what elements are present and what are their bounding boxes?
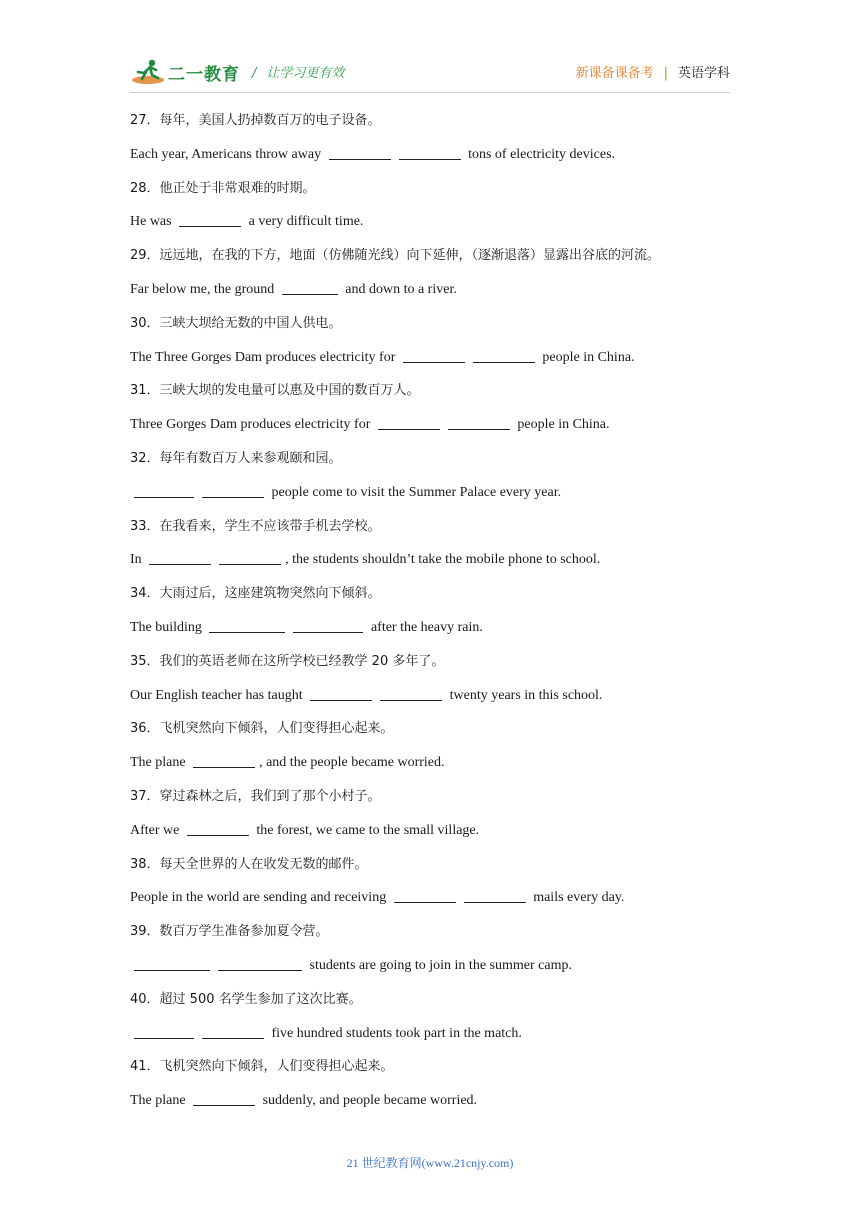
runner-logo-icon: [130, 58, 166, 86]
question-chinese: [130, 178, 750, 212]
question-chinese: [130, 1056, 750, 1090]
sentence-fragment: the forest, we came to the small village.: [252, 822, 480, 838]
answer-blank[interactable]: [293, 618, 363, 633]
sentence-fragment: after the heavy rain.: [367, 619, 483, 635]
question-english: [130, 617, 750, 651]
question-english: [130, 1090, 750, 1124]
sentence-fragment: tons of electricity devices.: [464, 146, 616, 162]
answer-blank[interactable]: [282, 280, 338, 295]
question-chinese: [130, 921, 750, 955]
answer-blank[interactable]: [403, 348, 465, 363]
question-chinese: [130, 718, 750, 752]
sentence-fragment: and down to a river.: [341, 281, 457, 297]
sentence-fragment: In: [130, 552, 146, 568]
question-chinese: [130, 854, 750, 888]
question-chinese-text: 27．每年，美国人扔掉数百万的电子设备。: [130, 113, 381, 128]
question-chinese-text: 28．他正处于非常艰难的时期。: [130, 180, 316, 196]
question-english: [130, 414, 750, 448]
sentence-fragment: The Three Gorges Dam produces electricity for: [130, 349, 399, 365]
question-chinese-text: 41．飞机突然向下倾斜，人们变得担心起来。: [130, 1059, 394, 1075]
question-chinese-text: 38．每天全世界的人在收发无数的邮件。: [130, 856, 368, 872]
sentence-fragment: Far below me, the ground: [130, 281, 278, 297]
header-subject-label: 英语学科: [677, 66, 730, 81]
slogan: [252, 62, 344, 81]
question-chinese-text: 36．飞机突然向下倾斜，人们变得担心起来。: [130, 721, 394, 737]
question-english: [130, 820, 750, 854]
sentence-fragment: Our English teacher has taught: [130, 687, 307, 703]
logo: [130, 56, 240, 88]
question-english: [130, 752, 750, 786]
slogan-text: 让学习更有效: [266, 66, 345, 81]
sentence-fragment: five hundred students took part in the match.: [268, 1025, 522, 1041]
answer-blank[interactable]: [134, 956, 210, 971]
answer-blank[interactable]: [329, 145, 391, 160]
sentence-fragment: Three Gorges Dam produces electricity for: [130, 417, 374, 433]
answer-blank[interactable]: [134, 483, 194, 498]
question-chinese: [130, 448, 750, 482]
question-english: [130, 685, 750, 719]
answer-blank[interactable]: [394, 888, 456, 903]
answer-blank[interactable]: [310, 686, 372, 701]
question-chinese-text: 39．数百万学生准备参加夏令营。: [130, 924, 329, 940]
answer-blank[interactable]: [380, 686, 442, 701]
sentence-fragment: mails every day.: [529, 890, 625, 906]
answer-blank[interactable]: [187, 821, 249, 836]
question-chinese: [130, 245, 750, 279]
sentence-fragment: people in China.: [513, 417, 610, 433]
answer-blank[interactable]: [218, 956, 302, 971]
question-chinese: [130, 380, 750, 414]
question-english: [130, 144, 750, 178]
question-chinese: [130, 516, 750, 550]
question-chinese: [130, 110, 750, 144]
answer-blank[interactable]: [179, 212, 241, 227]
question-english: [130, 279, 750, 313]
question-chinese: [130, 786, 750, 820]
question-chinese-text: 35．我们的英语老师在这所学校已经教学 20 多年了。: [130, 653, 445, 669]
sentence-fragment: The plane: [130, 1093, 190, 1109]
sentence-fragment: people in China.: [538, 349, 635, 365]
question-chinese-text: 31．三峡大坝的发电量可以惠及中国的数百万人。: [130, 383, 420, 399]
sentence-fragment: suddenly, and people became worried.: [259, 1093, 478, 1109]
sentence-fragment: people come to visit the Summer Palace every year.: [268, 484, 562, 500]
question-english: [130, 955, 750, 989]
answer-blank[interactable]: [399, 145, 461, 160]
exercise-list: [130, 110, 750, 1124]
sentence-fragment: , the students shouldn’t take the mobile phone to school.: [285, 552, 601, 568]
sentence-fragment: People in the world are sending and receiving: [130, 890, 390, 906]
answer-blank[interactable]: [202, 1024, 264, 1039]
question-chinese-text: 30．三峡大坝给无数的中国人供电。: [130, 315, 342, 331]
question-english: [130, 549, 750, 583]
sentence-fragment: a very difficult time.: [245, 214, 364, 230]
sentence-fragment: twenty years in this school.: [446, 687, 603, 703]
question-chinese: [130, 989, 750, 1023]
answer-blank[interactable]: [193, 753, 255, 768]
question-chinese: [130, 583, 750, 617]
logo-text: 二一教育: [168, 64, 240, 85]
answer-blank[interactable]: [134, 1024, 194, 1039]
answer-blank[interactable]: [219, 550, 281, 565]
footer: 21 世纪教育网(www.21cnjy.com): [346, 1156, 514, 1170]
question-chinese-text: 29．远远地，在我的下方，地面（仿佛随光线）向下延伸，（逐渐退落）显露出谷底的河流。: [130, 248, 661, 264]
sentence-fragment: , and the people became worried.: [259, 755, 445, 771]
question-chinese-text: 33．在我看来，学生不应该带手机去学校。: [130, 518, 381, 534]
header-rule: [130, 92, 730, 93]
answer-blank[interactable]: [149, 550, 211, 565]
question-english: [130, 887, 750, 921]
question-chinese-text: 40．超过 500 名学生参加了这次比赛。: [130, 991, 362, 1007]
sentence-fragment: students are going to join in the summer camp.: [306, 957, 572, 973]
sentence-fragment: Each year, Americans throw away: [130, 146, 325, 162]
question-chinese: [130, 651, 750, 685]
answer-blank[interactable]: [209, 618, 285, 633]
question-english: [130, 482, 750, 516]
question-english: [130, 347, 750, 381]
answer-blank[interactable]: [448, 415, 510, 430]
answer-blank[interactable]: [378, 415, 440, 430]
sentence-fragment: He was: [130, 214, 176, 230]
question-english: [130, 1023, 750, 1057]
header-separator: |: [663, 66, 668, 81]
header-course-label: 新课备课备考: [575, 66, 654, 81]
answer-blank[interactable]: [464, 888, 526, 903]
sentence-fragment: The plane: [130, 755, 190, 771]
question-chinese-text: 34．大雨过后，这座建筑物突然向下倾斜。: [130, 586, 381, 602]
sentence-fragment: After we: [130, 822, 183, 838]
sentence-fragment: The building: [130, 619, 206, 635]
answer-blank[interactable]: [473, 348, 535, 363]
question-chinese-text: 37．穿过森林之后，我们到了那个小村子。: [130, 788, 381, 804]
page-header: [130, 52, 730, 92]
question-chinese: [130, 313, 750, 347]
header-subject: [576, 62, 730, 81]
answer-blank[interactable]: [202, 483, 264, 498]
question-english: [130, 211, 750, 245]
question-chinese-text: 32．每年有数百万人来参观颐和园。: [130, 450, 342, 466]
answer-blank[interactable]: [193, 1091, 255, 1106]
slogan-slash: /: [252, 66, 257, 81]
